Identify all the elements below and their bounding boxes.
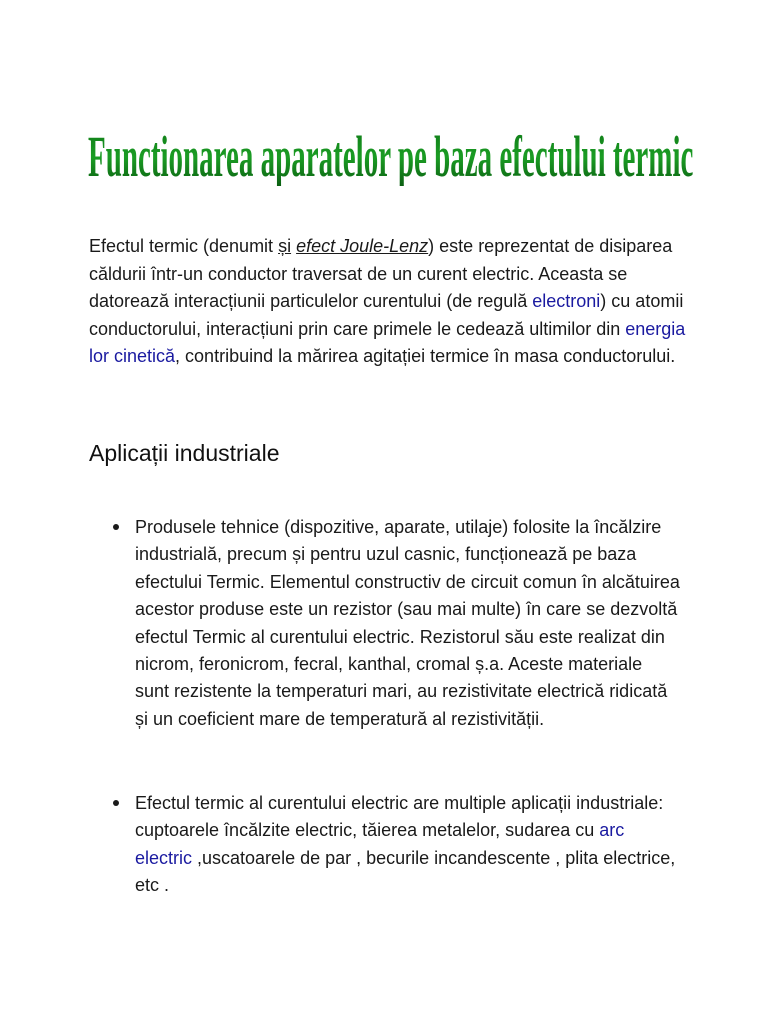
intro-text-3: ) cu atomii conductorului, interacțiuni prin care primele le cedează ultimilor din — [89, 291, 684, 339]
arc-electric-link[interactable]: arc electric — [135, 820, 625, 868]
list-item-text-1: Efectul termic al curentului electric are multiple aplicații industriale: cuptoarele încălzite electric, tăierea metalelor, sudarea cu — [135, 793, 664, 841]
intro-text-2: ) este reprezentat de disiparea căldurii într-un conductor traversat de un curent electric. Aceasta se datorează interacțiunii particulelor curentului (de regulă — [89, 236, 673, 311]
joule-lenz-term: efect Joule-Lenz — [296, 236, 429, 256]
electroni-link[interactable]: electroni — [532, 291, 601, 311]
intro-text-4: , contribuind la mărirea agitației termice în masa conductorului. — [175, 346, 676, 366]
bullet-icon — [112, 523, 120, 531]
section-heading: Aplicații industriale — [89, 440, 280, 466]
intro-si: și — [278, 236, 292, 256]
page-title: Functionarea aparatelor pe baza efectului termic — [88, 124, 694, 189]
list-item: Produsele tehnice (dispozitive, aparate, utilaje) folosite la încălzire industrială, precum și pentru uzul casnic, funcționează pe baza efectului Termic. Elementul constructiv de circuit comun în alcătuirea acestor produse este un rezistor (sau mai multe) în care se dezvoltă efectul Termic al curentului electric. Rezistorul său este realizat din nicrom, feronicrom, fecral, kanthal, cromal ș.a. Aceste materiale sunt rezistente la temperaturi mari, au rezistivitate electrică ridicată și un coeficient mare de temperatură al rezistivității. — [135, 517, 680, 729]
list-item-text-2: ,uscatoarele de par , becurile incandescente , plita electrice, etc . — [135, 847, 676, 896]
intro-text-1: Efectul termic (denumit — [89, 236, 279, 256]
bullet-icon — [112, 799, 120, 807]
energia-cinetica-link[interactable]: energia lor cinetică — [89, 318, 686, 366]
list-item — [135, 790, 680, 900]
